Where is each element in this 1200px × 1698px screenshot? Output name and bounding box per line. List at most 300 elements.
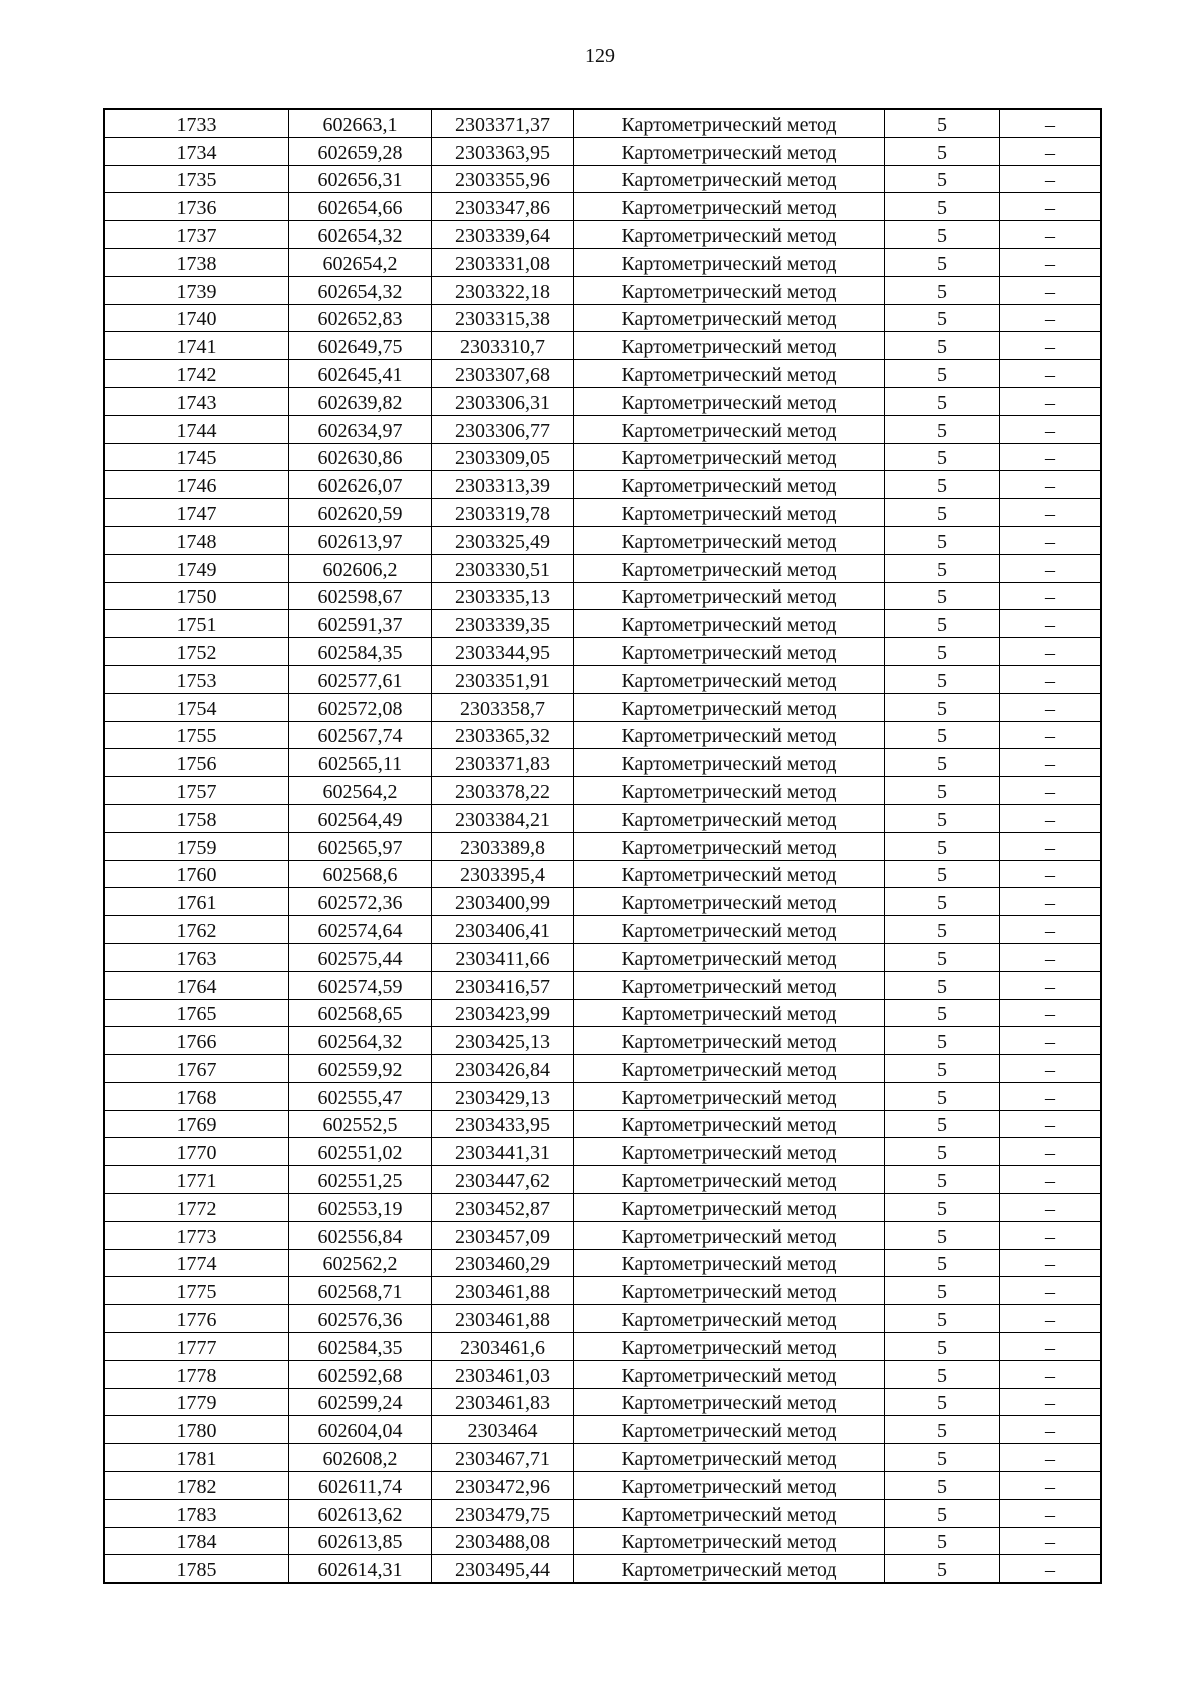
dash-cell: – [1000, 387, 1102, 415]
method-cell: Картометрический метод [574, 221, 885, 249]
point-number-cell: 1767 [104, 1055, 289, 1083]
y-coordinate-cell: 2303339,35 [432, 610, 574, 638]
error-cell: 5 [885, 1194, 1000, 1222]
error-cell: 5 [885, 1472, 1000, 1500]
dash-cell: – [1000, 1388, 1102, 1416]
y-coordinate-cell: 2303406,41 [432, 916, 574, 944]
point-number-cell: 1777 [104, 1333, 289, 1361]
x-coordinate-cell: 602574,64 [289, 916, 432, 944]
x-coordinate-cell: 602599,24 [289, 1388, 432, 1416]
table-row [104, 471, 1101, 499]
dash-cell: – [1000, 999, 1102, 1027]
method-cell: Картометрический метод [574, 999, 885, 1027]
x-coordinate-cell: 602604,04 [289, 1416, 432, 1444]
point-number-cell: 1747 [104, 499, 289, 527]
x-coordinate-cell: 602564,32 [289, 1027, 432, 1055]
method-cell: Картометрический метод [574, 165, 885, 193]
error-cell: 5 [885, 1388, 1000, 1416]
y-coordinate-cell: 2303325,49 [432, 526, 574, 554]
x-coordinate-cell: 602654,66 [289, 193, 432, 221]
point-number-cell: 1785 [104, 1555, 289, 1583]
dash-cell: – [1000, 610, 1102, 638]
error-cell: 5 [885, 165, 1000, 193]
table-row [104, 999, 1101, 1027]
point-number-cell: 1736 [104, 193, 289, 221]
method-cell: Картометрический метод [574, 1166, 885, 1194]
method-cell: Картометрический метод [574, 1333, 885, 1361]
error-cell: 5 [885, 1166, 1000, 1194]
table-row [104, 387, 1101, 415]
table-row [104, 610, 1101, 638]
method-cell: Картометрический метод [574, 499, 885, 527]
method-cell: Картометрический метод [574, 638, 885, 666]
method-cell: Картометрический метод [574, 1027, 885, 1055]
point-number-cell: 1739 [104, 276, 289, 304]
y-coordinate-cell: 2303425,13 [432, 1027, 574, 1055]
y-coordinate-cell: 2303429,13 [432, 1082, 574, 1110]
point-number-cell: 1745 [104, 443, 289, 471]
dash-cell: – [1000, 1555, 1102, 1583]
error-cell: 5 [885, 888, 1000, 916]
table-row [104, 499, 1101, 527]
point-number-cell: 1778 [104, 1360, 289, 1388]
table-row [104, 582, 1101, 610]
y-coordinate-cell: 2303306,31 [432, 387, 574, 415]
error-cell: 5 [885, 137, 1000, 165]
point-number-cell: 1763 [104, 943, 289, 971]
dash-cell: – [1000, 304, 1102, 332]
method-cell: Картометрический метод [574, 332, 885, 360]
error-cell: 5 [885, 1221, 1000, 1249]
method-cell: Картометрический метод [574, 1249, 885, 1277]
point-number-cell: 1735 [104, 165, 289, 193]
y-coordinate-cell: 2303389,8 [432, 832, 574, 860]
y-coordinate-cell: 2303464 [432, 1416, 574, 1444]
y-coordinate-cell: 2303411,66 [432, 943, 574, 971]
point-number-cell: 1754 [104, 693, 289, 721]
point-number-cell: 1771 [104, 1166, 289, 1194]
table-row [104, 721, 1101, 749]
x-coordinate-cell: 602630,86 [289, 443, 432, 471]
x-coordinate-cell: 602613,97 [289, 526, 432, 554]
y-coordinate-cell: 2303423,99 [432, 999, 574, 1027]
point-number-cell: 1780 [104, 1416, 289, 1444]
method-cell: Картометрический метод [574, 304, 885, 332]
dash-cell: – [1000, 804, 1102, 832]
y-coordinate-cell: 2303384,21 [432, 804, 574, 832]
point-number-cell: 1737 [104, 221, 289, 249]
x-coordinate-cell: 602553,19 [289, 1194, 432, 1222]
point-number-cell: 1783 [104, 1499, 289, 1527]
y-coordinate-cell: 2303426,84 [432, 1055, 574, 1083]
error-cell: 5 [885, 443, 1000, 471]
point-number-cell: 1766 [104, 1027, 289, 1055]
x-coordinate-cell: 602613,62 [289, 1499, 432, 1527]
dash-cell: – [1000, 860, 1102, 888]
table-row [104, 1055, 1101, 1083]
y-coordinate-cell: 2303307,68 [432, 360, 574, 388]
point-number-cell: 1755 [104, 721, 289, 749]
x-coordinate-cell: 602656,31 [289, 165, 432, 193]
point-number-cell: 1750 [104, 582, 289, 610]
x-coordinate-cell: 602614,31 [289, 1555, 432, 1583]
dash-cell: – [1000, 749, 1102, 777]
method-cell: Картометрический метод [574, 860, 885, 888]
x-coordinate-cell: 602584,35 [289, 638, 432, 666]
dash-cell: – [1000, 1360, 1102, 1388]
table-row [104, 554, 1101, 582]
point-number-cell: 1733 [104, 109, 289, 137]
x-coordinate-cell: 602591,37 [289, 610, 432, 638]
error-cell: 5 [885, 193, 1000, 221]
error-cell: 5 [885, 610, 1000, 638]
table-row [104, 443, 1101, 471]
y-coordinate-cell: 2303461,03 [432, 1360, 574, 1388]
method-cell: Картометрический метод [574, 276, 885, 304]
x-coordinate-cell: 602659,28 [289, 137, 432, 165]
x-coordinate-cell: 602634,97 [289, 415, 432, 443]
table-row [104, 888, 1101, 916]
x-coordinate-cell: 602606,2 [289, 554, 432, 582]
error-cell: 5 [885, 1082, 1000, 1110]
y-coordinate-cell: 2303400,99 [432, 888, 574, 916]
method-cell: Картометрический метод [574, 1277, 885, 1305]
error-cell: 5 [885, 804, 1000, 832]
x-coordinate-cell: 602620,59 [289, 499, 432, 527]
table-row [104, 1555, 1101, 1583]
method-cell: Картометрический метод [574, 610, 885, 638]
method-cell: Картометрический метод [574, 1416, 885, 1444]
x-coordinate-cell: 602592,68 [289, 1360, 432, 1388]
table-row [104, 943, 1101, 971]
y-coordinate-cell: 2303319,78 [432, 499, 574, 527]
dash-cell: – [1000, 276, 1102, 304]
point-number-cell: 1768 [104, 1082, 289, 1110]
error-cell: 5 [885, 916, 1000, 944]
error-cell: 5 [885, 1499, 1000, 1527]
y-coordinate-cell: 2303495,44 [432, 1555, 574, 1583]
table-row [104, 860, 1101, 888]
y-coordinate-cell: 2303344,95 [432, 638, 574, 666]
point-number-cell: 1738 [104, 248, 289, 276]
table-row [104, 1027, 1101, 1055]
error-cell: 5 [885, 777, 1000, 805]
table-row [104, 304, 1101, 332]
error-cell: 5 [885, 1527, 1000, 1555]
method-cell: Картометрический метод [574, 137, 885, 165]
method-cell: Картометрический метод [574, 777, 885, 805]
x-coordinate-cell: 602551,25 [289, 1166, 432, 1194]
method-cell: Картометрический метод [574, 693, 885, 721]
point-number-cell: 1765 [104, 999, 289, 1027]
dash-cell: – [1000, 916, 1102, 944]
y-coordinate-cell: 2303461,88 [432, 1277, 574, 1305]
error-cell: 5 [885, 332, 1000, 360]
y-coordinate-cell: 2303315,38 [432, 304, 574, 332]
point-number-cell: 1770 [104, 1138, 289, 1166]
point-number-cell: 1752 [104, 638, 289, 666]
x-coordinate-cell: 602654,32 [289, 221, 432, 249]
dash-cell: – [1000, 1055, 1102, 1083]
method-cell: Картометрический метод [574, 1555, 885, 1583]
dash-cell: – [1000, 1138, 1102, 1166]
y-coordinate-cell: 2303416,57 [432, 971, 574, 999]
table-row [104, 1138, 1101, 1166]
error-cell: 5 [885, 638, 1000, 666]
table-row [104, 804, 1101, 832]
method-cell: Картометрический метод [574, 582, 885, 610]
table-row [104, 1388, 1101, 1416]
dash-cell: – [1000, 1527, 1102, 1555]
y-coordinate-cell: 2303395,4 [432, 860, 574, 888]
point-number-cell: 1742 [104, 360, 289, 388]
dash-cell: – [1000, 554, 1102, 582]
error-cell: 5 [885, 221, 1000, 249]
x-coordinate-cell: 602572,36 [289, 888, 432, 916]
error-cell: 5 [885, 860, 1000, 888]
dash-cell: – [1000, 721, 1102, 749]
y-coordinate-cell: 2303447,62 [432, 1166, 574, 1194]
error-cell: 5 [885, 304, 1000, 332]
point-number-cell: 1775 [104, 1277, 289, 1305]
error-cell: 5 [885, 1444, 1000, 1472]
error-cell: 5 [885, 1055, 1000, 1083]
y-coordinate-cell: 2303330,51 [432, 554, 574, 582]
y-coordinate-cell: 2303306,77 [432, 415, 574, 443]
table-row [104, 248, 1101, 276]
table-row [104, 332, 1101, 360]
point-number-cell: 1749 [104, 554, 289, 582]
y-coordinate-cell: 2303355,96 [432, 165, 574, 193]
method-cell: Картометрический метод [574, 665, 885, 693]
point-number-cell: 1769 [104, 1110, 289, 1138]
x-coordinate-cell: 602576,36 [289, 1305, 432, 1333]
table-row [104, 415, 1101, 443]
x-coordinate-cell: 602568,65 [289, 999, 432, 1027]
y-coordinate-cell: 2303365,32 [432, 721, 574, 749]
x-coordinate-cell: 602611,74 [289, 1472, 432, 1500]
error-cell: 5 [885, 471, 1000, 499]
dash-cell: – [1000, 415, 1102, 443]
error-cell: 5 [885, 526, 1000, 554]
point-number-cell: 1762 [104, 916, 289, 944]
dash-cell: – [1000, 1166, 1102, 1194]
dash-cell: – [1000, 638, 1102, 666]
dash-cell: – [1000, 471, 1102, 499]
error-cell: 5 [885, 415, 1000, 443]
method-cell: Картометрический метод [574, 1360, 885, 1388]
x-coordinate-cell: 602654,32 [289, 276, 432, 304]
table-row [104, 665, 1101, 693]
dash-cell: – [1000, 443, 1102, 471]
dash-cell: – [1000, 943, 1102, 971]
method-cell: Картометрический метод [574, 360, 885, 388]
x-coordinate-cell: 602577,61 [289, 665, 432, 693]
error-cell: 5 [885, 749, 1000, 777]
method-cell: Картометрический метод [574, 1110, 885, 1138]
dash-cell: – [1000, 1027, 1102, 1055]
y-coordinate-cell: 2303363,95 [432, 137, 574, 165]
table-row [104, 109, 1101, 137]
table-row [104, 221, 1101, 249]
error-cell: 5 [885, 1333, 1000, 1361]
error-cell: 5 [885, 721, 1000, 749]
point-number-cell: 1744 [104, 415, 289, 443]
error-cell: 5 [885, 1027, 1000, 1055]
x-coordinate-cell: 602568,71 [289, 1277, 432, 1305]
table-row [104, 1360, 1101, 1388]
point-number-cell: 1753 [104, 665, 289, 693]
y-coordinate-cell: 2303461,6 [432, 1333, 574, 1361]
dash-cell: – [1000, 1194, 1102, 1222]
error-cell: 5 [885, 582, 1000, 610]
method-cell: Картометрический метод [574, 1472, 885, 1500]
dash-cell: – [1000, 1444, 1102, 1472]
error-cell: 5 [885, 1305, 1000, 1333]
table-row [104, 276, 1101, 304]
point-number-cell: 1772 [104, 1194, 289, 1222]
point-number-cell: 1759 [104, 832, 289, 860]
x-coordinate-cell: 602654,2 [289, 248, 432, 276]
table-row [104, 1527, 1101, 1555]
table-row [104, 1333, 1101, 1361]
table-row [104, 971, 1101, 999]
table-row [104, 1416, 1101, 1444]
table-row [104, 1277, 1101, 1305]
error-cell: 5 [885, 1249, 1000, 1277]
method-cell: Картометрический метод [574, 1499, 885, 1527]
error-cell: 5 [885, 832, 1000, 860]
table-row [104, 638, 1101, 666]
error-cell: 5 [885, 693, 1000, 721]
error-cell: 5 [885, 1416, 1000, 1444]
y-coordinate-cell: 2303371,37 [432, 109, 574, 137]
dash-cell: – [1000, 832, 1102, 860]
method-cell: Картометрический метод [574, 916, 885, 944]
x-coordinate-cell: 602562,2 [289, 1249, 432, 1277]
y-coordinate-cell: 2303378,22 [432, 777, 574, 805]
dash-cell: – [1000, 137, 1102, 165]
method-cell: Картометрический метод [574, 804, 885, 832]
dash-cell: – [1000, 1416, 1102, 1444]
table-row [104, 1110, 1101, 1138]
error-cell: 5 [885, 1138, 1000, 1166]
dash-cell: – [1000, 665, 1102, 693]
error-cell: 5 [885, 109, 1000, 137]
method-cell: Картометрический метод [574, 443, 885, 471]
dash-cell: – [1000, 193, 1102, 221]
point-number-cell: 1781 [104, 1444, 289, 1472]
x-coordinate-cell: 602552,5 [289, 1110, 432, 1138]
table-row [104, 1305, 1101, 1333]
method-cell: Картометрический метод [574, 248, 885, 276]
y-coordinate-cell: 2303488,08 [432, 1527, 574, 1555]
table-row [104, 165, 1101, 193]
table-row [104, 1472, 1101, 1500]
method-cell: Картометрический метод [574, 554, 885, 582]
coordinates-table [103, 108, 1102, 1584]
error-cell: 5 [885, 1277, 1000, 1305]
table-row [104, 1082, 1101, 1110]
error-cell: 5 [885, 499, 1000, 527]
x-coordinate-cell: 602568,6 [289, 860, 432, 888]
table-row [104, 916, 1101, 944]
x-coordinate-cell: 602645,41 [289, 360, 432, 388]
table-row [104, 526, 1101, 554]
point-number-cell: 1741 [104, 332, 289, 360]
method-cell: Картометрический метод [574, 415, 885, 443]
point-number-cell: 1740 [104, 304, 289, 332]
point-number-cell: 1784 [104, 1527, 289, 1555]
point-number-cell: 1782 [104, 1472, 289, 1500]
dash-cell: – [1000, 1277, 1102, 1305]
dash-cell: – [1000, 109, 1102, 137]
table-row [104, 1221, 1101, 1249]
coordinates-table-body [104, 109, 1101, 1583]
table-row [104, 137, 1101, 165]
dash-cell: – [1000, 165, 1102, 193]
point-number-cell: 1758 [104, 804, 289, 832]
table-row [104, 749, 1101, 777]
error-cell: 5 [885, 360, 1000, 388]
dash-cell: – [1000, 221, 1102, 249]
table-row [104, 193, 1101, 221]
x-coordinate-cell: 602639,82 [289, 387, 432, 415]
method-cell: Картометрический метод [574, 1444, 885, 1472]
y-coordinate-cell: 2303309,05 [432, 443, 574, 471]
x-coordinate-cell: 602574,59 [289, 971, 432, 999]
y-coordinate-cell: 2303371,83 [432, 749, 574, 777]
dash-cell: – [1000, 582, 1102, 610]
point-number-cell: 1764 [104, 971, 289, 999]
error-cell: 5 [885, 971, 1000, 999]
point-number-cell: 1776 [104, 1305, 289, 1333]
y-coordinate-cell: 2303339,64 [432, 221, 574, 249]
x-coordinate-cell: 602572,08 [289, 693, 432, 721]
method-cell: Картометрический метод [574, 888, 885, 916]
dash-cell: – [1000, 1110, 1102, 1138]
dash-cell: – [1000, 777, 1102, 805]
method-cell: Картометрический метод [574, 471, 885, 499]
point-number-cell: 1748 [104, 526, 289, 554]
table-row [104, 1499, 1101, 1527]
x-coordinate-cell: 602613,85 [289, 1527, 432, 1555]
error-cell: 5 [885, 276, 1000, 304]
error-cell: 5 [885, 387, 1000, 415]
method-cell: Картометрический метод [574, 1221, 885, 1249]
x-coordinate-cell: 602565,11 [289, 749, 432, 777]
method-cell: Картометрический метод [574, 721, 885, 749]
x-coordinate-cell: 602649,75 [289, 332, 432, 360]
method-cell: Картометрический метод [574, 1055, 885, 1083]
error-cell: 5 [885, 1555, 1000, 1583]
dash-cell: – [1000, 971, 1102, 999]
x-coordinate-cell: 602584,35 [289, 1333, 432, 1361]
x-coordinate-cell: 602652,83 [289, 304, 432, 332]
x-coordinate-cell: 602575,44 [289, 943, 432, 971]
dash-cell: – [1000, 499, 1102, 527]
x-coordinate-cell: 602598,67 [289, 582, 432, 610]
y-coordinate-cell: 2303358,7 [432, 693, 574, 721]
point-number-cell: 1734 [104, 137, 289, 165]
point-number-cell: 1761 [104, 888, 289, 916]
table-row [104, 1444, 1101, 1472]
y-coordinate-cell: 2303331,08 [432, 248, 574, 276]
x-coordinate-cell: 602626,07 [289, 471, 432, 499]
error-cell: 5 [885, 554, 1000, 582]
method-cell: Картометрический метод [574, 1388, 885, 1416]
dash-cell: – [1000, 1082, 1102, 1110]
